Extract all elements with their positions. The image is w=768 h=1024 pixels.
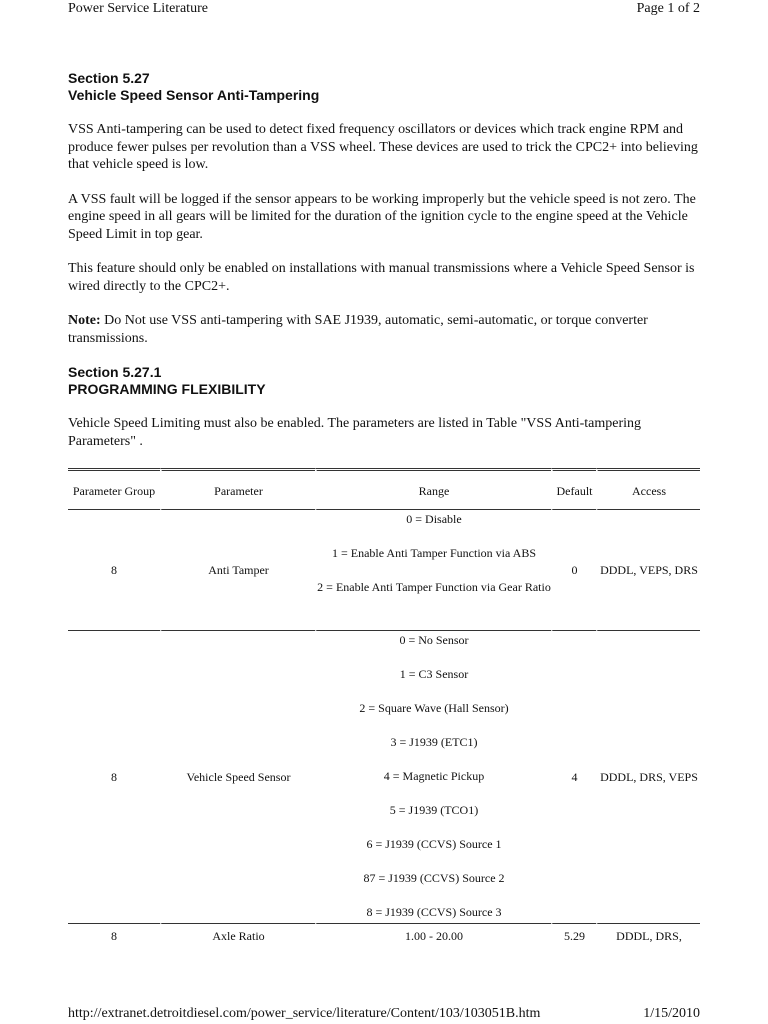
- range-option: 3 = J1939 (ETC1): [390, 735, 478, 749]
- footer-url: http://extranet.detroitdiesel.com/power_service/literature/Content/103/103051B.htm: [68, 1006, 541, 1021]
- range-option: 6 = J1939 (CCVS) Source 1: [366, 837, 502, 851]
- note-label: Note:: [68, 313, 101, 328]
- section-title: Vehicle Speed Sensor Anti-Tampering: [68, 87, 320, 103]
- table-row: [68, 631, 700, 924]
- column-header: Parameter Group: [68, 468, 160, 510]
- range-option: 2 = Square Wave (Hall Sensor): [359, 701, 509, 715]
- paragraph: VSS Anti-tampering can be used to detect fixed frequency oscillators or devices which track engine RPM and produce fewer pulses per revolution than a VSS wheel. These devices are used to trick the CPC2+ into believing that vehicle speed is low.: [68, 122, 698, 172]
- table-row: [68, 924, 700, 948]
- cell-parameter: Anti Tamper: [160, 510, 315, 631]
- range-option: 1 = Enable Anti Tamper Function via ABS: [331, 546, 537, 560]
- range-option: 0 = No Sensor: [399, 633, 469, 647]
- table-row: [68, 510, 700, 631]
- range-option: 1 = C3 Sensor: [399, 667, 469, 681]
- range-option: 4 = Magnetic Pickup: [383, 769, 485, 783]
- page-header: [68, 1, 700, 19]
- cell-default: 0: [551, 510, 596, 631]
- column-header: Access: [596, 468, 700, 510]
- cell-access: DDDL, VEPS, DRS: [596, 510, 700, 631]
- cell-access: DDDL, DRS, VEPS: [596, 631, 700, 924]
- cell-range: 1.00 - 20.00: [315, 924, 551, 948]
- subsection-number: Section 5.27.1: [68, 364, 162, 380]
- subsection-header: [68, 364, 700, 398]
- cell-parameter: Vehicle Speed Sensor: [160, 631, 315, 924]
- paragraph: Vehicle Speed Limiting must also be enabled. The parameters are listed in Table "VSS Anti-tampering Parameters" .: [68, 416, 642, 449]
- cell-group: 8: [111, 928, 117, 943]
- range-option: 2 = Enable Anti Tamper Function via Gear Ratio: [317, 580, 551, 594]
- page-footer: [68, 1006, 700, 1024]
- range-option: 87 = J1939 (CCVS) Source 2: [363, 871, 505, 885]
- cell-range: [315, 510, 551, 631]
- cell-parameter: Axle Ratio: [160, 924, 315, 948]
- range-option: 5 = J1939 (TCO1): [389, 803, 479, 817]
- section-number: Section 5.27: [68, 70, 150, 86]
- cell-group: 8: [68, 631, 160, 924]
- paragraph: A VSS fault will be logged if the sensor appears to be working improperly but the vehicle speed is not zero. The engine speed in all gears will be limited for the duration of the ignition cycle to the engine speed at the Vehicle Speed Limit in top gear.: [68, 191, 696, 242]
- cell-access: DDDL, DRS,: [596, 924, 700, 948]
- paragraph: This feature should only be enabled on installations with manual transmissions where a Vehicle Speed Sensor is wired directly to the CPC2+.: [68, 261, 695, 294]
- cell-range: [315, 631, 551, 924]
- parameters-table: [68, 468, 700, 948]
- header-title: Power Service Literature: [68, 1, 208, 16]
- cell-group: 8: [68, 510, 160, 631]
- range-option: 8 = J1939 (CCVS) Source 3: [366, 905, 502, 919]
- page-number: Page 1 of 2: [636, 1, 700, 16]
- column-header: Default: [551, 468, 596, 510]
- cell-default: 4: [551, 631, 596, 924]
- range-option: 0 = Disable: [406, 512, 462, 526]
- cell-default: 5.29: [551, 924, 596, 948]
- subsection-title: PROGRAMMING FLEXIBILITY: [68, 381, 266, 397]
- note-paragraph: [68, 312, 700, 347]
- column-header: Parameter: [160, 468, 315, 510]
- footer-date: 1/15/2010: [643, 1006, 700, 1021]
- note-text: Do Not use VSS anti-tampering with SAE J1939, automatic, semi-automatic, or torque converter transmissions.: [68, 313, 648, 346]
- document-body: [68, 70, 700, 948]
- column-header: Range: [315, 468, 551, 510]
- table-header-row: [68, 468, 700, 510]
